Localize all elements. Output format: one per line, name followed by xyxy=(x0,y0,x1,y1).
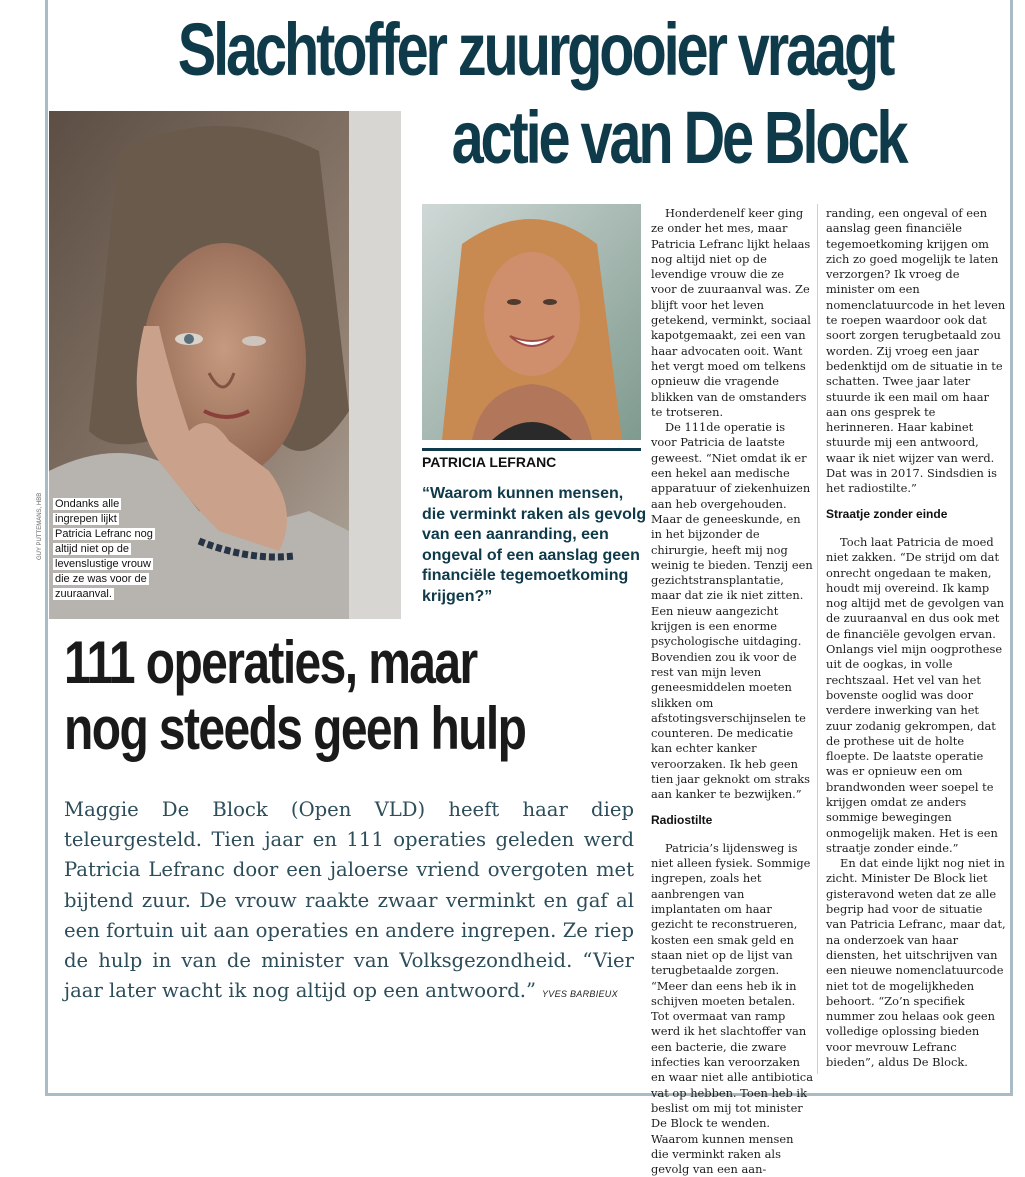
photo-credit: GUY PUTTEMANS, HBB xyxy=(37,492,43,560)
body-paragraph: Toch laat Patricia de moed niet zakken. “De strijd om dat onrecht ongedaan te maken, houdt mij overeind. Ik kamp nog altijd met de gevolgen van de zuuraanval en dus ook met de financiële gevolgen ervan. Onlangs viel mijn oogprothese uit de oogkas, in volle rechtszaal. Het vel van het bovenste ooglid was door verdere inwerking van het zuur zodanig gekrompen, dat de prothese uit de holte floepte. De laatste operatie was er opnieuw een om brandwonden weer soepel te krijgen omdat ze anders sommige bewegingen onmogelijk maken. Het is een straatje zonder einde.” xyxy=(826,534,1005,855)
photo-name-label: PATRICIA LEFRANC xyxy=(422,448,641,470)
body-paragraph: Patricia’s lijdensweg is niet alleen fysiek. Sommige ingrepen, zoals het aanbrengen van implantaten om haar gezicht te reconstrueren, kosten een smak geld en staan niet op de lijst van terugbetaalde zorgen. “Meer dan eens heb ik in schijven moeten betalen. Tot overmaat van ramp werd ik het slachtoffer van een bacterie, die zware infecties kan veroorzaken en waar niet alle antibiotica vat op hebben. Toen heb ik beslist om mij tot minister De Block te wenden. Waarom kunnen mensen die verminkt raken als gevolg van een aan- xyxy=(651,840,813,1177)
body-paragraph: Honderdenelf keer ging ze onder het mes, maar Patricia Lefranc lijkt helaas nog altijd niet op de levendige vrouw die ze voor de zuuraanval was. Ze blijft voor het leven getekend, verminkt, sociaal kapotgemaakt, zei een van haar advocaten ooit. Want het vergt moed om telkens opnieuw die vragende blikken van de omstanders te trotseren. xyxy=(651,206,811,419)
author-byline: YVES BARBIEUX xyxy=(541,989,618,1000)
photo-caption-text: Ondanks alle ingrepen lijkt Patricia Lefranc nog altijd niet op de levenslustige vrouw die ze was voor de zuuraanval. xyxy=(55,498,153,600)
photo-patricia-before xyxy=(422,204,641,440)
before-photo-illustration xyxy=(422,204,641,440)
headline-line-2: actie van De Block xyxy=(451,96,906,179)
body-column-1 xyxy=(651,206,813,1177)
headline-line-1: Slachtoffer zuurgooier vraagt xyxy=(177,8,893,91)
photo-caption xyxy=(53,497,153,602)
subheadline-line-2: nog steeds geen hulp xyxy=(64,695,526,762)
subheadline xyxy=(64,630,536,762)
body-paragraph: randing, een ongeval of een aanslag geen financiële tegemoetkoming krijgen om zich zo goed mogelijk te laten verzorgen? Ik vroeg de minister om een nomenclatuurcode in het leven te roepen waardoor ook dat soort zorgen terugbetaald zou worden. Zij vroeg een jaar bedenktijd om de situatie in te schatten. Twee jaar later stuurde ik een mail om haar aan ons gesprek te herinneren. Haar kabinet stuurde mij een antwoord, waar ik niet wijzer van werd. Dat was in 2017. Sindsdien is het radiostilte.” xyxy=(826,206,1006,496)
body-column-2 xyxy=(826,206,1006,1070)
pull-quote: “Waarom kunnen mensen, die verminkt raken als gevolg van een aanranding, een ongeval of een aanslag geen financiële tegemoetkoming krijgen?” xyxy=(422,485,647,605)
subheadline-line-1: 111 operaties, maar xyxy=(64,629,477,696)
lead-text: Maggie De Block (Open VLD) heeft haar diep teleurgesteld. Tien jaar en 111 operaties geleden werd Patricia Lefranc door een jaloerse vriend overgoten met bijtend zuur. De vrouw raakte zwaar verminkt en gaf al een fortuin uit aan operaties en andere ingrepen. Ze riep de hulp in van de minister van Volksgezondheid. “Vier jaar later wacht ik nog altijd op een antwoord.” xyxy=(64,798,634,1003)
column-divider xyxy=(817,204,818,1074)
body-paragraph: De 111de operatie is voor Patricia de laatste geweest. “Niet omdat ik er een hekel aan medische apparatuur of ziekenhuizen aan heb overgehouden. Maar de geneeskunde, en in het bijzonder de chirurgie, heeft mij nog weinig te bieden. Tenzij een gezichtstransplantatie, maar dat zie ik niet zitten. Een nieuw aangezicht krijgen is een enorme psychologische uitdaging. Bovendien zou ik voor de rest van mijn leven geneesmiddelen moeten slikken om afstotingsverschijnselen te counteren. De medicatie kan echter kanker veroorzaken. Ik heb geen tien jaar geknokt om straks aan kanker te bezwijken.” xyxy=(651,420,813,802)
section-heading-radiostilte: Radiostilte xyxy=(651,812,713,827)
body-paragraph: En dat einde lijkt nog niet in zicht. Minister De Block liet gisteravond weten dat ze alle begrip had voor de situatie van Patricia Lefranc, maar dat, na onderzoek van haar diensten, het uitschrijven van een nieuwe nomenclatuurcode niet tot de mogelijkheden behoort. “Zo’n specifiek nummer zou helaas ook geen volledige oplossing bieden voor mevrouw Lefranc bieden”, aldus De Block. xyxy=(826,856,1006,1070)
section-heading-straatje: Straatje zonder einde xyxy=(826,506,948,521)
lead-paragraph xyxy=(64,795,634,1009)
